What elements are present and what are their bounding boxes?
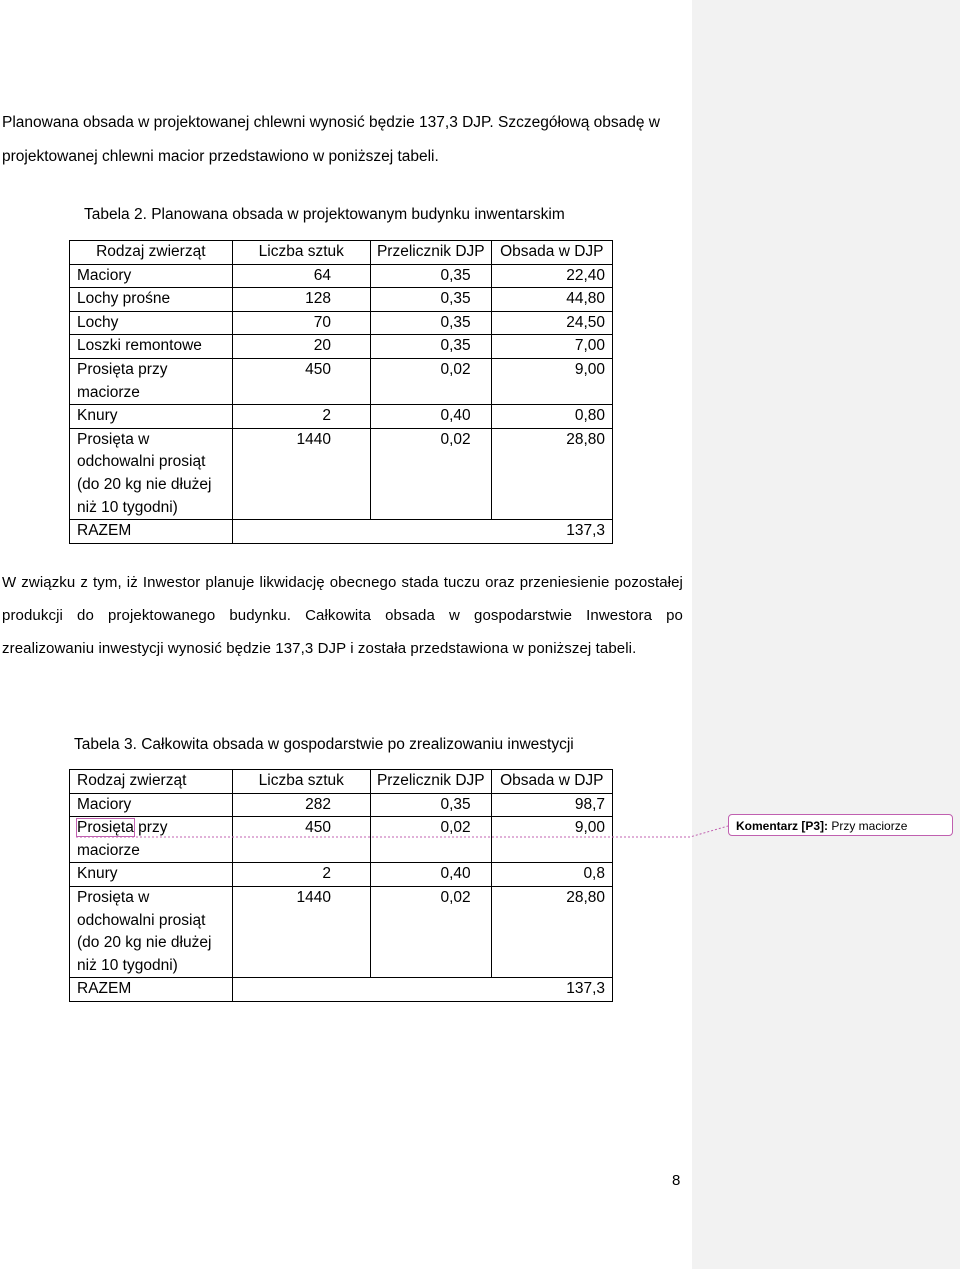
header-cell: Przelicznik DJP xyxy=(371,241,492,265)
paragraph-intro: Planowana obsada w projektowanej chlewni wynosić będzie 137,3 DJP. Szczegółową obsadę w projektowanej chlewni macior przedstawiono w poniższej tabeli. xyxy=(2,114,661,165)
table-row xyxy=(70,817,613,863)
cell-djp: 24,50 xyxy=(491,311,612,335)
total-value: 137,3 xyxy=(232,978,612,1002)
cell-djp: 28,80 xyxy=(491,428,612,519)
table-row xyxy=(70,288,613,312)
cell-count: 450 xyxy=(232,817,370,863)
cell-animal: Knury xyxy=(70,405,233,429)
table-row xyxy=(70,863,613,887)
cell-count: 128 xyxy=(232,288,370,312)
cell-djp: 98,7 xyxy=(491,793,612,817)
cell-animal: Lochy prośne xyxy=(70,288,233,312)
header-cell: Liczba sztuk xyxy=(232,241,370,265)
cell-animal: Prosięta przy maciorze xyxy=(70,358,233,404)
table-row xyxy=(70,358,613,404)
total-label: RAZEM xyxy=(70,978,233,1002)
cell-animal-rest: przy maciorze xyxy=(77,819,168,859)
cell-animal: Prosięta w odchowalni prosiąt (do 20 kg nie dłużej niż 10 tygodni) xyxy=(70,428,233,519)
table-row xyxy=(70,793,613,817)
table1 xyxy=(69,240,613,544)
table2 xyxy=(69,769,613,1002)
comment-text: Przy maciorze xyxy=(828,819,908,833)
cell-djp: 0,8 xyxy=(491,863,612,887)
table-total-row xyxy=(70,978,613,1002)
table-header-row xyxy=(70,770,613,794)
cell-conversion: 0,02 xyxy=(371,817,492,863)
cell-conversion: 0,35 xyxy=(371,311,492,335)
cell-count: 1440 xyxy=(232,886,370,977)
cell-animal: Maciory xyxy=(70,264,233,288)
table-row xyxy=(70,264,613,288)
cell-conversion: 0,35 xyxy=(371,288,492,312)
cell-conversion: 0,40 xyxy=(371,863,492,887)
paragraph-investor: W związku z tym, iż Inwestor planuje likwidację obecnego stada tuczu oraz przeniesienie pozostałej produkcji do projektowanego budynku. Całkowita obsada w gospodarstwie Inwestora po zrealizowaniu inwestycji wynosić będzie 137,3 DJP i została przedstawiona w poniższej tabeli. xyxy=(2,574,683,657)
cell-conversion: 0,35 xyxy=(371,335,492,359)
cell-animal: Prosięta w odchowalni prosiąt (do 20 kg nie dłużej niż 10 tygodni) xyxy=(70,886,233,977)
cell-count: 64 xyxy=(232,264,370,288)
table-row xyxy=(70,335,613,359)
cell-count: 450 xyxy=(232,358,370,404)
cell-conversion: 0,40 xyxy=(371,405,492,429)
table-header-row xyxy=(70,241,613,265)
comment-author: Komentarz [P3]: xyxy=(736,819,829,833)
table-row xyxy=(70,405,613,429)
header-cell: Obsada w DJP xyxy=(491,770,612,794)
cell-conversion: 0,02 xyxy=(371,428,492,519)
cell-djp: 9,00 xyxy=(491,358,612,404)
cell-djp: 9,00 xyxy=(491,817,612,863)
cell-conversion: 0,35 xyxy=(371,264,492,288)
cell-count: 2 xyxy=(232,863,370,887)
cell-djp: 44,80 xyxy=(491,288,612,312)
cell-animal: Lochy xyxy=(70,311,233,335)
table-total-row xyxy=(70,520,613,544)
cell-count: 1440 xyxy=(232,428,370,519)
cell-count: 20 xyxy=(232,335,370,359)
total-value: 137,3 xyxy=(232,520,612,544)
comment-balloon[interactable] xyxy=(728,814,953,836)
cell-djp: 0,80 xyxy=(491,405,612,429)
table2-caption: Tabela 3. Całkowita obsada w gospodarstwie po zrealizowaniu inwestycji xyxy=(74,736,574,753)
comment-margin-pane xyxy=(692,0,960,1269)
cell-count: 70 xyxy=(232,311,370,335)
table-row xyxy=(70,886,613,977)
cell-djp: 7,00 xyxy=(491,335,612,359)
cell-count: 2 xyxy=(232,405,370,429)
cell-animal: Maciory xyxy=(70,793,233,817)
cell-conversion: 0,02 xyxy=(371,886,492,977)
comment-anchor-highlight[interactable]: Prosięta xyxy=(77,819,134,837)
header-cell: Rodzaj zwierząt xyxy=(70,241,233,265)
cell-djp: 28,80 xyxy=(491,886,612,977)
cell-animal: Knury xyxy=(70,863,233,887)
table-row xyxy=(70,428,613,519)
cell-count: 282 xyxy=(232,793,370,817)
cell-animal: Loszki remontowe xyxy=(70,335,233,359)
table-row xyxy=(70,311,613,335)
cell-animal xyxy=(70,817,233,863)
cell-conversion: 0,35 xyxy=(371,793,492,817)
cell-conversion: 0,02 xyxy=(371,358,492,404)
total-label: RAZEM xyxy=(70,520,233,544)
cell-djp: 22,40 xyxy=(491,264,612,288)
header-cell: Przelicznik DJP xyxy=(371,770,492,794)
header-cell: Liczba sztuk xyxy=(232,770,370,794)
page-number: 8 xyxy=(672,1172,681,1189)
header-cell: Obsada w DJP xyxy=(491,241,612,265)
table1-caption: Tabela 2. Planowana obsada w projektowanym budynku inwentarskim xyxy=(84,206,565,223)
header-cell: Rodzaj zwierząt xyxy=(70,770,233,794)
